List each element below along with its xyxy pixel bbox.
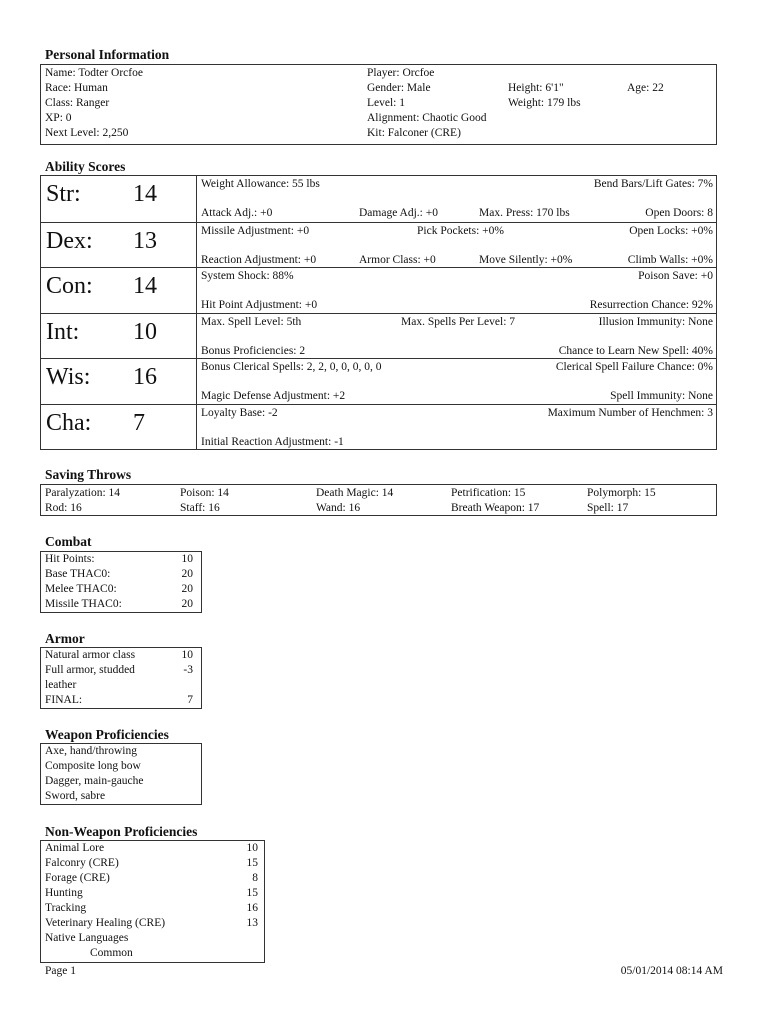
weapon-proficiency: Sword, sabre [45, 790, 106, 802]
ability-row [41, 222, 716, 269]
ability-score: 7 [133, 409, 145, 436]
ability-score: 14 [133, 273, 157, 299]
ability-scores-box [40, 175, 717, 450]
ability-stat: Bonus Proficiencies: 2 [201, 344, 306, 357]
nonweapon-proficiency-label: Falconry (CRE) [45, 857, 119, 869]
ability-stat: System Shock: 88% [201, 270, 294, 282]
character-height: Height: 6'1" [508, 82, 564, 94]
armor-entry-value: -3 [183, 664, 193, 676]
ability-stat: Maximum Number of Henchmen: 3 [547, 406, 713, 419]
ability-stat: Weight Allowance: 55 lbs [201, 178, 320, 190]
combat-box [40, 551, 202, 613]
save-death-magic: Death Magic: 14 [316, 487, 394, 499]
weapon-proficiency: Composite long bow [45, 760, 141, 772]
save-paralyzation: Paralyzation: 14 [45, 487, 121, 499]
character-xp: XP: 0 [45, 112, 72, 124]
character-weight: Weight: 179 lbs [508, 97, 581, 109]
ability-stat: Climb Walls: +0% [627, 253, 713, 266]
ability-stat: Attack Adj.: +0 [201, 207, 273, 219]
nonweapon-proficiency-value: 16 [246, 902, 258, 914]
ability-stat: Spell Immunity: None [610, 390, 713, 402]
save-polymorph: Polymorph: 15 [587, 487, 656, 499]
nonweapon-proficiency-value: 15 [246, 887, 258, 899]
weapon-proficiency: Axe, hand/throwing [45, 745, 137, 757]
ability-stat: Missile Adjustment: +0 [201, 224, 310, 237]
ability-stat: Damage Adj.: +0 [359, 207, 438, 219]
ability-stat: Pick Pockets: +0% [417, 224, 504, 237]
ability-stat: Reaction Adjustment: +0 [201, 253, 317, 266]
combat-title: Combat [45, 534, 92, 549]
saving-throws-title: Saving Throws [45, 467, 132, 482]
character-class: Class: Ranger [45, 97, 110, 109]
ability-stat: Poison Save: +0 [638, 270, 713, 282]
combat-stat-value: 10 [181, 553, 193, 565]
personal-info-box [40, 64, 717, 145]
character-name: Name: Todter Orcfoe [45, 67, 143, 79]
combat-stat-label: Melee THAC0: [45, 583, 117, 595]
nonweapon-proficiency-value: 8 [252, 872, 258, 884]
ability-row [41, 313, 716, 360]
ability-stat: Loyalty Base: -2 [201, 406, 278, 419]
player-name: Player: Orcfoe [367, 67, 435, 79]
ability-divider [196, 359, 197, 405]
combat-stat-label: Base THAC0: [45, 568, 111, 580]
ability-divider [196, 176, 197, 222]
ability-score: 14 [133, 181, 157, 207]
ability-divider [196, 405, 197, 451]
ability-stat: Resurrection Chance: 92% [589, 299, 713, 311]
armor-entry-label: leather [45, 679, 77, 691]
ability-name: Int: [46, 318, 80, 345]
save-staff: Staff: 16 [180, 502, 220, 514]
ability-stat: Clerical Spell Failure Chance: 0% [555, 361, 713, 373]
ability-stat: Max. Press: 170 lbs [479, 207, 570, 219]
nonweapon-proficiency-value: 10 [246, 842, 258, 854]
ability-divider [196, 314, 197, 360]
ability-row [41, 404, 716, 451]
save-breath-weapon: Breath Weapon: 17 [451, 502, 540, 514]
ability-stat: Chance to Learn New Spell: 40% [558, 344, 713, 357]
ability-row [41, 267, 716, 314]
nonweapon-proficiency-label: Animal Lore [45, 842, 105, 854]
character-race: Race: Human [45, 82, 108, 94]
ability-scores-title: Ability Scores [45, 159, 126, 174]
character-kit: Kit: Falconer (CRE) [367, 127, 461, 139]
ability-stat: Open Doors: 8 [645, 207, 713, 219]
ability-name: Str: [46, 181, 81, 207]
ability-stat: Hit Point Adjustment: +0 [201, 299, 318, 311]
ability-stat: Bonus Clerical Spells: 2, 2, 0, 0, 0, 0, 0 [201, 361, 382, 373]
save-petrification: Petrification: 15 [451, 487, 526, 499]
ability-row [41, 176, 716, 222]
ability-name: Wis: [46, 364, 91, 390]
character-next-level: Next Level: 2,250 [45, 127, 129, 139]
nonweapon-proficiency-label: Veterinary Healing (CRE) [45, 917, 166, 929]
character-alignment: Alignment: Chaotic Good [367, 112, 487, 124]
ability-name: Con: [46, 273, 93, 299]
personal-info-title: Personal Information [45, 47, 170, 62]
ability-stat: Open Locks: +0% [629, 224, 713, 237]
ability-score: 13 [133, 227, 157, 254]
ability-stat: Initial Reaction Adjustment: -1 [201, 435, 344, 448]
ability-stat: Magic Defense Adjustment: +2 [201, 390, 346, 402]
nonweapon-proficiency-value: 15 [246, 857, 258, 869]
combat-stat-value: 20 [181, 568, 193, 580]
nonweapon-proficiency-value: 13 [246, 917, 258, 929]
print-date: 05/01/2014 08:14 AM [620, 965, 723, 977]
ability-stat: Move Silently: +0% [479, 253, 573, 266]
ability-stat: Max. Spells Per Level: 7 [401, 315, 516, 328]
nonweapon-proficiency-label: Hunting [45, 887, 83, 899]
ability-stat: Illusion Immunity: None [598, 315, 713, 328]
ability-score: 16 [133, 364, 157, 390]
character-age: Age: 22 [627, 82, 664, 94]
combat-stat-label: Hit Points: [45, 553, 95, 565]
ability-score: 10 [133, 318, 157, 345]
armor-box [40, 647, 202, 709]
nonweapon-proficiency-label: Native Languages [45, 932, 129, 944]
native-language: Common [90, 947, 133, 959]
ability-divider [196, 223, 197, 269]
ability-name: Cha: [46, 409, 92, 436]
nonweapon-proficiency-label: Tracking [45, 902, 87, 914]
save-wand: Wand: 16 [316, 502, 361, 514]
combat-stat-label: Missile THAC0: [45, 598, 122, 610]
ability-divider [196, 268, 197, 314]
nonweapon-proficiencies-title: Non-Weapon Proficiencies [45, 824, 198, 839]
weapon-proficiency: Dagger, main-gauche [45, 775, 144, 787]
weapon-proficiencies-title: Weapon Proficiencies [45, 727, 169, 742]
nonweapon-proficiencies-box [40, 840, 265, 963]
armor-entry-label: FINAL: [45, 694, 83, 706]
save-rod: Rod: 16 [45, 502, 82, 514]
ability-stat: Bend Bars/Lift Gates: 7% [593, 178, 713, 190]
character-gender: Gender: Male [367, 82, 431, 94]
armor-entry-value: 10 [181, 649, 193, 661]
combat-stat-value: 20 [181, 583, 193, 595]
armor-entry-label: Full armor, studded [45, 664, 135, 676]
save-poison: Poison: 14 [180, 487, 229, 499]
ability-stat: Armor Class: +0 [359, 253, 436, 266]
ability-name: Dex: [46, 227, 93, 254]
ability-stat: Max. Spell Level: 5th [201, 315, 302, 328]
weapon-proficiencies-box [40, 743, 202, 805]
ability-row [41, 358, 716, 405]
nonweapon-proficiency-label: Forage (CRE) [45, 872, 110, 884]
armor-entry-value: 7 [187, 694, 193, 706]
save-spell: Spell: 17 [587, 502, 629, 514]
combat-stat-value: 20 [181, 598, 193, 610]
armor-title: Armor [45, 631, 85, 646]
armor-entry-label: Natural armor class [45, 649, 136, 661]
character-level: Level: 1 [367, 97, 405, 109]
page-number: Page 1 [45, 965, 76, 977]
saving-throws-box [40, 484, 717, 516]
